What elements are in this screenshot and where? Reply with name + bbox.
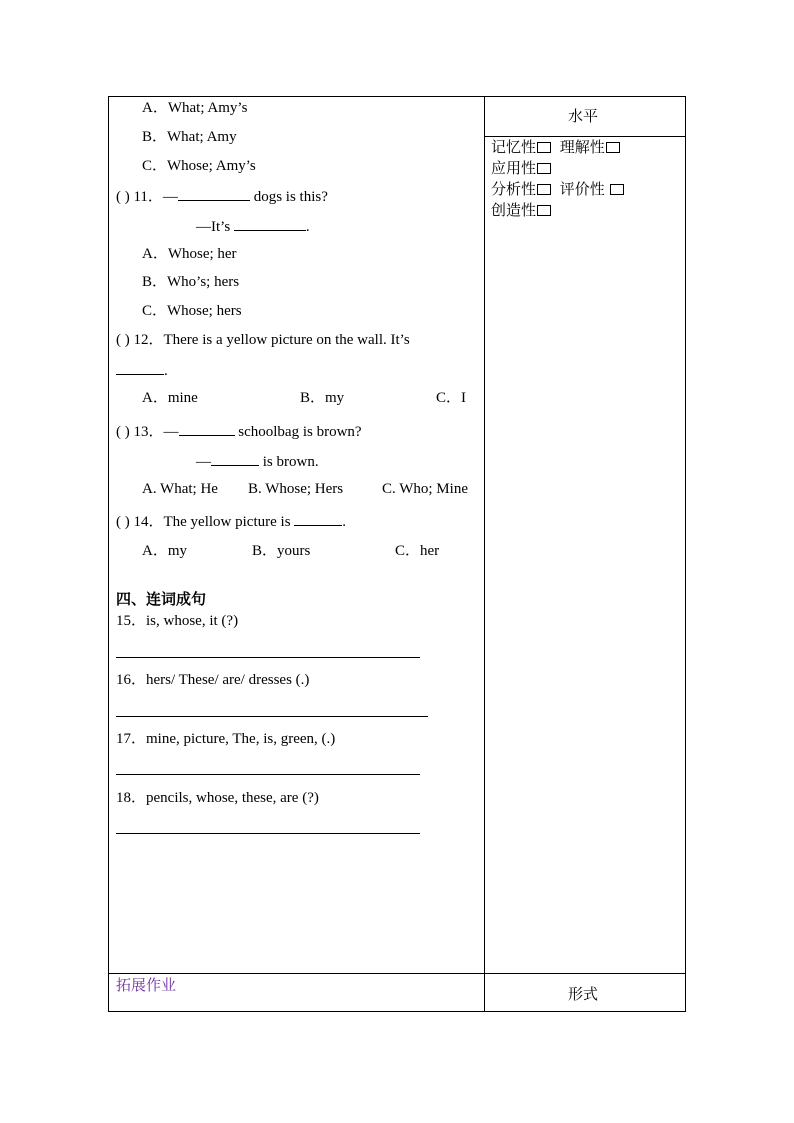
extension-homework-label: 拓展作业 (116, 976, 177, 994)
q11-line1 (116, 186, 328, 206)
q11-option-c: C．Whose; hers (142, 303, 242, 319)
creation-checkbox[interactable] (537, 205, 551, 216)
q14-option-a: A．my (142, 543, 188, 559)
q13-reply-start: — (196, 454, 211, 470)
q11-reply-start: —It’s (196, 219, 234, 235)
q13-blank-2[interactable] (211, 451, 259, 466)
q13-option-b: B. Whose; Hers (248, 481, 344, 497)
q12-blank[interactable] (116, 360, 164, 375)
q13-blank-1[interactable] (179, 421, 235, 436)
q12-option-b: B．my (300, 390, 345, 406)
memory-label: 记忆性 (491, 138, 537, 156)
q12-line2 (116, 360, 168, 380)
q13-option-a: A. What; He (142, 481, 218, 497)
form-label: 形式 (568, 985, 599, 1003)
q13-line1 (116, 421, 362, 441)
understanding-label: 理解性 (559, 138, 605, 156)
q10-option-b: B．What; Amy (142, 129, 237, 145)
q11-option-b: B．Who’s; hers (142, 274, 240, 290)
q10-option-c: C．Whose; Amy’s (142, 158, 256, 174)
memory-checkbox[interactable] (537, 142, 551, 153)
q15-prompt: 15．is, whose, it (?) (116, 613, 239, 629)
q11-stem-end: dogs is this? (249, 189, 328, 205)
level-row-3 (491, 180, 624, 198)
q17-answer-line[interactable] (116, 774, 420, 775)
q17-prompt: 17．mine, picture, The, is, green, (.) (116, 731, 336, 747)
q18-answer-line[interactable] (116, 833, 420, 834)
application-checkbox[interactable] (537, 163, 551, 174)
understanding-checkbox[interactable] (606, 142, 620, 153)
q11-blank-2[interactable] (234, 216, 306, 231)
evaluation-label: 评价性 (559, 180, 605, 198)
q11-line2 (196, 216, 310, 236)
evaluation-checkbox[interactable] (610, 184, 624, 195)
q14-stem: ( ) 14．The yellow picture is (116, 514, 295, 530)
q14-option-c: C．her (395, 543, 440, 559)
application-label: 应用性 (491, 159, 537, 177)
column-divider (484, 97, 485, 1011)
footer-row-divider (109, 973, 685, 974)
q12-option-c: C．I (436, 390, 467, 406)
creation-label: 创造性 (491, 201, 537, 219)
q11-blank-1[interactable] (178, 186, 250, 201)
q14-end: . (342, 514, 347, 530)
section-4-heading: 四、连词成句 (116, 590, 207, 608)
q14-line1 (116, 511, 346, 531)
q15-answer-line[interactable] (116, 657, 420, 658)
level-row-2 (491, 159, 551, 177)
analysis-checkbox[interactable] (537, 184, 551, 195)
q11-stem: ( ) 11．— (116, 189, 178, 205)
level-row-1 (491, 138, 620, 156)
q13-line2 (196, 451, 319, 471)
q13-option-c: C. Who; Mine (382, 481, 468, 497)
q14-blank[interactable] (294, 511, 342, 526)
analysis-label: 分析性 (491, 180, 537, 198)
q11-option-a: A．Whose; her (142, 246, 237, 262)
q16-prompt: 16．hers/ These/ are/ dresses (.) (116, 672, 310, 688)
q14-option-b: B．yours (252, 543, 311, 559)
q18-prompt: 18．pencils, whose, these, are (?) (116, 790, 319, 806)
q13-reply-end: is brown. (259, 454, 319, 470)
right-header-divider (484, 136, 685, 137)
q13-stem: ( ) 13．— (116, 424, 179, 440)
q16-answer-line[interactable] (116, 716, 428, 717)
level-header: 水平 (568, 107, 599, 125)
q12-end: . (164, 363, 168, 379)
q13-stem-end: schoolbag is brown? (234, 424, 362, 440)
q12-line1: ( ) 12．There is a yellow picture on the wall. It’s (116, 332, 410, 348)
q12-option-a: A．mine (142, 390, 198, 406)
q11-reply-end: . (305, 219, 310, 235)
q10-option-a: A．What; Amy’s (142, 100, 248, 116)
level-row-4 (491, 201, 551, 219)
